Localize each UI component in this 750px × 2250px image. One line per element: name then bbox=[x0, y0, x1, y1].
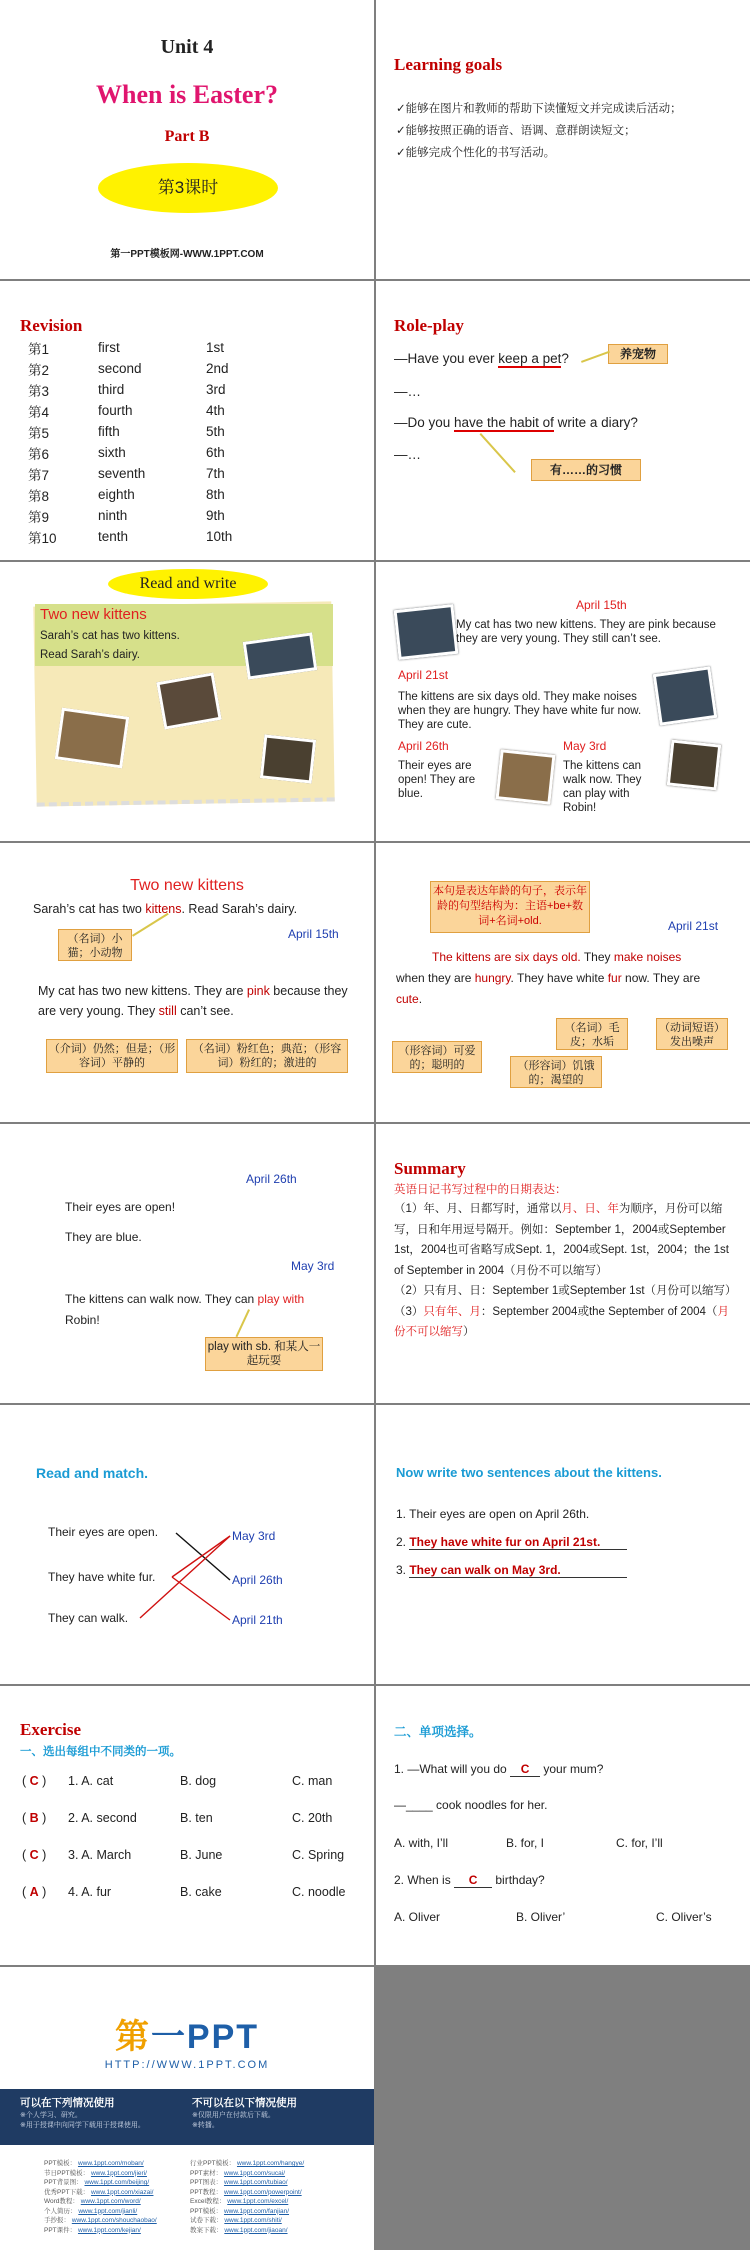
resource-link[interactable]: PPT教程： www.1ppt.com/powerpoint/ bbox=[190, 2188, 302, 2196]
option: C. for, I’ll bbox=[616, 1836, 663, 1850]
ordinal-row bbox=[28, 421, 286, 442]
resource-link[interactable]: 教案下载： www.1ppt.com/jiaoan/ bbox=[190, 2226, 288, 2234]
option-cell: C. 20th bbox=[292, 1810, 333, 1825]
tag-keep-pet: 养宠物 bbox=[608, 344, 668, 364]
ordinal-row bbox=[28, 463, 286, 484]
kittens-title: Two new kittens bbox=[40, 606, 147, 623]
match-lines bbox=[0, 1405, 374, 1684]
ordinal-cell: 10th bbox=[206, 529, 233, 544]
match-right: April 21th bbox=[232, 1613, 283, 1627]
ordinal-cell: 6th bbox=[206, 445, 225, 460]
roleplay-line-4: —… bbox=[394, 447, 421, 462]
exercise-row bbox=[22, 1799, 372, 1836]
links-left bbox=[44, 2159, 157, 2235]
exercise-table bbox=[22, 1762, 372, 1910]
sentence-3: 3. They can walk on May 3rd. bbox=[396, 1563, 627, 1578]
date-label: April 26th bbox=[398, 739, 449, 753]
intro-line: Sarah’s cat has two kittens. Read Sarah’s dairy. bbox=[33, 902, 298, 916]
ordinal-cell: 8th bbox=[206, 487, 225, 502]
slide-learning-goals bbox=[376, 0, 750, 279]
question-1-reply: —____ cook noodles for her. bbox=[394, 1798, 548, 1812]
resource-link[interactable]: 行业PPT模板： www.1ppt.com/hangye/ bbox=[190, 2160, 305, 2167]
option-cell: B. June bbox=[180, 1847, 223, 1862]
option-cell: B. ten bbox=[180, 1810, 213, 1825]
part-label: Part B bbox=[164, 128, 210, 145]
note-hungry: （形容词）饥饿的；渴望的 bbox=[510, 1056, 602, 1088]
can-use-list: ※个人学习、研究。 ※用于授课中向同学下载用于授课使用。 bbox=[20, 2112, 145, 2129]
resource-link[interactable]: 优秀PPT下载： www.1ppt.com/xiazai/ bbox=[44, 2188, 154, 2196]
summary-body: （1）年、月、日都写时，通常以月、日、年为顺序，月份可以缩写，日和年用逗号隔开。例如：September 1，2004或September 1st，2004也可省略写成Sept. 1，2004或Sept. 1st，2004；the 1st of September in 2004（月份不可以缩写） （2）只有月、日：September 1或September 1st（月份可以缩写） （3）只有年、月：September 2004或the September of 2004（月份不可以缩写） bbox=[394, 1203, 737, 1338]
ordinal-cell: fifth bbox=[98, 424, 120, 439]
note-fur: （名词）毛皮；水垢 bbox=[556, 1018, 628, 1050]
date-label: April 21st bbox=[398, 668, 449, 682]
ordinal-cell: 第3 bbox=[28, 383, 50, 399]
resource-link[interactable]: PPT课件： www.1ppt.com/kejian/ bbox=[44, 2226, 141, 2234]
ordinal-cell: seventh bbox=[98, 466, 146, 481]
ordinal-table bbox=[28, 337, 286, 547]
sentence-2: 2. They have white fur on April 21st. bbox=[396, 1535, 627, 1550]
ordinal-cell: eighth bbox=[98, 487, 135, 502]
ordinal-cell: 3rd bbox=[206, 382, 226, 397]
option-cell: C. noodle bbox=[292, 1884, 346, 1899]
slide-summary bbox=[376, 1124, 750, 1403]
ordinal-cell: second bbox=[98, 361, 142, 376]
diary-paragraph: The kittens are six days old. They make noises when they are hungry. They have white fur now. They are cute. bbox=[396, 950, 701, 1006]
slide-revision bbox=[0, 281, 374, 560]
resource-link[interactable]: Word教程： www.1ppt.com/word/ bbox=[44, 2198, 141, 2205]
diary-entry: The kittens can walk now. They can play with Robin! bbox=[563, 760, 642, 814]
choice-heading: 二、单项选择。 bbox=[394, 1725, 482, 1739]
kitten-photo bbox=[653, 666, 718, 726]
diary-entry: My cat has two new kittens. They are pink because they are very young. They still can’t see. bbox=[456, 619, 716, 645]
revision-heading: Revision bbox=[20, 316, 83, 335]
exercise-row bbox=[22, 1873, 372, 1910]
ordinal-cell: 2nd bbox=[206, 361, 229, 376]
note-still: （介词）仍然；但是；（形容词）平静的 bbox=[46, 1039, 178, 1073]
question-1: 1. —What will you do C your mum? bbox=[394, 1762, 604, 1776]
goals-heading: Learning goals bbox=[394, 55, 503, 74]
ordinal-cell: 第4 bbox=[28, 404, 50, 420]
note-age-structure: 本句是表达年龄的句子，表示年龄的句型结构为：主语+be+数词+名词+old. bbox=[430, 881, 590, 933]
ordinal-cell: first bbox=[98, 340, 120, 355]
kitten-photo bbox=[496, 749, 556, 804]
ordinal-row bbox=[28, 484, 286, 505]
cannot-use-list: ※仅限用户在付款后下载。 ※转播。 bbox=[192, 2112, 275, 2129]
ordinal-row bbox=[28, 337, 286, 358]
option: A. with, I’ll bbox=[394, 1836, 449, 1850]
sentence-1: 1. Their eyes are open on April 26th. bbox=[396, 1507, 590, 1521]
match-left: Their eyes are open. bbox=[48, 1525, 159, 1539]
note-cute: （形容词）可爱的；聪明的 bbox=[392, 1041, 482, 1073]
lesson-badge: 第3课时 bbox=[98, 163, 278, 213]
answer-cell: ( A ) bbox=[22, 1884, 47, 1899]
roleplay-line-1: —Have you ever keep a pet? bbox=[394, 351, 569, 366]
summary-subtitle: 英语日记书写过程中的日期表达： bbox=[394, 1184, 567, 1196]
option-cell: B. dog bbox=[180, 1773, 217, 1788]
ordinal-row bbox=[28, 526, 286, 547]
date-label: April 15th bbox=[576, 598, 627, 612]
kitten-photo bbox=[55, 708, 130, 769]
kittens-title: Two new kittens bbox=[130, 877, 244, 894]
roleplay-line-3: —Do you have the habit of write a diary? bbox=[394, 415, 638, 430]
option: B. for, I bbox=[506, 1836, 545, 1850]
option: A. Oliver bbox=[394, 1910, 441, 1924]
kitten-photo bbox=[394, 604, 459, 660]
match-heading: Read and match. bbox=[36, 1465, 149, 1481]
resource-link[interactable]: 手抄报： www.1ppt.com/shouchaobao/ bbox=[44, 2217, 157, 2224]
tag-habit: 有……的习惯 bbox=[531, 459, 641, 481]
read-write-banner: Read and write bbox=[108, 569, 268, 599]
write-heading: Now write two sentences about the kittens. bbox=[396, 1465, 662, 1480]
unit-label: Unit 4 bbox=[160, 36, 214, 58]
note-pink: （名词）粉红色；典范；（形容词）粉红的；激进的 bbox=[186, 1039, 348, 1073]
goal-item: ✓能够完成个性化的书写活动。 bbox=[396, 147, 556, 159]
date-label: May 3rd bbox=[291, 1259, 335, 1273]
ordinal-row bbox=[28, 442, 286, 463]
ordinal-cell: fourth bbox=[98, 403, 133, 418]
ordinal-row bbox=[28, 400, 286, 421]
resource-link[interactable]: PPT模板： www.1ppt.com/moban/ bbox=[44, 2160, 144, 2167]
kitten-photo bbox=[156, 672, 221, 729]
ordinal-cell: 第10 bbox=[28, 530, 57, 546]
option-cell: 3. A. March bbox=[68, 1847, 132, 1862]
resource-link[interactable]: 个人简历： www.1ppt.com/jianli/ bbox=[44, 2207, 138, 2215]
ordinal-cell: 5th bbox=[206, 424, 225, 439]
match-right: May 3rd bbox=[232, 1529, 276, 1543]
ordinal-cell: 7th bbox=[206, 466, 225, 481]
diary-entry: Their eyes are open! They are blue. bbox=[398, 760, 476, 800]
cannot-use-title: 不可以在以下情况使用 bbox=[192, 2097, 297, 2109]
option-cell: C. man bbox=[292, 1773, 333, 1788]
ordinal-cell: third bbox=[98, 382, 125, 397]
option-cell: 2. A. second bbox=[68, 1810, 137, 1825]
date-label: April 15th bbox=[288, 927, 339, 941]
match-right: April 26th bbox=[232, 1573, 283, 1587]
resource-link[interactable]: PPT模板： www.1ppt.com/fanjian/ bbox=[190, 2207, 290, 2215]
links-right bbox=[190, 2159, 304, 2235]
resource-link[interactable]: 试卷下载： www.1ppt.com/shiti/ bbox=[190, 2217, 282, 2224]
ppt-logo: 第一PPT bbox=[114, 2018, 260, 2056]
ordinal-cell: 4th bbox=[206, 403, 225, 418]
kitten-photo bbox=[260, 734, 316, 783]
resource-link[interactable]: PPT图表： www.1ppt.com/tubiao/ bbox=[190, 2179, 288, 2186]
ordinal-cell: tenth bbox=[98, 529, 129, 544]
ordinal-cell: 1st bbox=[206, 340, 225, 355]
date-label: April 21st bbox=[668, 919, 719, 933]
date-label: April 26th bbox=[246, 1172, 297, 1186]
slide-write-sentences bbox=[376, 1405, 750, 1684]
ordinal-cell: 第7 bbox=[28, 467, 50, 483]
kitten-photo bbox=[667, 740, 722, 791]
roleplay-heading: Role-play bbox=[394, 316, 464, 335]
site-label: 第一PPT模板网-WWW.1PPT.COM bbox=[110, 249, 264, 260]
resource-link[interactable]: Excel教程： www.1ppt.com/excel/ bbox=[190, 2198, 289, 2205]
resource-link[interactable]: PPT素材： www.1ppt.com/sucai/ bbox=[190, 2169, 286, 2177]
site-url[interactable]: HTTP://WWW.1PPT.COM bbox=[104, 2059, 270, 2071]
ordinal-cell: 第6 bbox=[28, 446, 50, 462]
option: C. Oliver’s bbox=[656, 1910, 712, 1924]
ordinal-cell: 9th bbox=[206, 508, 225, 523]
exercise-subtitle: 一、选出每组中不同类的一项。 bbox=[20, 1746, 181, 1758]
ordinal-cell: 第5 bbox=[28, 425, 50, 441]
slide-vocab-2 bbox=[376, 843, 750, 1122]
option-cell: 4. A. fur bbox=[68, 1884, 112, 1899]
note-kittens: （名词）小猫；小动物 bbox=[58, 929, 132, 961]
exercise-row bbox=[22, 1836, 372, 1873]
answer-cell: ( B ) bbox=[22, 1810, 47, 1825]
diary-paragraph: My cat has two new kittens. They are pink because they are very young. They still can’t see. bbox=[38, 984, 348, 1018]
intro-line: Sarah’s cat has two kittens. bbox=[40, 630, 180, 642]
goal-item: ✓能够按照正确的语音、语调、意群朗读短文； bbox=[396, 125, 636, 137]
slide-read-write bbox=[0, 562, 374, 841]
slide-title bbox=[0, 0, 374, 279]
option-cell: B. cake bbox=[180, 1884, 222, 1899]
slide-diary-2 bbox=[0, 1124, 374, 1403]
note-make-noises: （动词短语）发出噪声 bbox=[656, 1018, 728, 1050]
answer-cell: ( C ) bbox=[22, 1773, 47, 1788]
ordinal-cell: ninth bbox=[98, 508, 128, 523]
resource-link[interactable]: 节日PPT模板： www.1ppt.com/jieri/ bbox=[44, 2169, 147, 2177]
ordinal-cell: 第1 bbox=[28, 341, 50, 357]
ordinal-cell: sixth bbox=[98, 445, 126, 460]
match-left: They can walk. bbox=[48, 1611, 129, 1625]
resource-link[interactable]: PPT背景图： www.1ppt.com/beijing/ bbox=[44, 2179, 150, 2186]
question-2: 2. When is C birthday? bbox=[394, 1873, 545, 1887]
diary-entry: The kittens are six days old. They make noises when they are hungry. They have white fur now. They are cute. bbox=[398, 691, 642, 731]
slide-promo bbox=[0, 1967, 374, 2250]
diary-line: They are blue. bbox=[65, 1230, 142, 1244]
match-left: They have white fur. bbox=[48, 1570, 156, 1584]
exercise-heading: Exercise bbox=[20, 1720, 82, 1739]
ordinal-cell: 第9 bbox=[28, 509, 50, 525]
diary-line: Their eyes are open! bbox=[65, 1200, 176, 1214]
can-use-title: 可以在下列情况使用 bbox=[20, 2097, 115, 2109]
slide-exercise-2 bbox=[376, 1686, 750, 1965]
exercise-row bbox=[22, 1762, 372, 1799]
date-label: May 3rd bbox=[563, 739, 607, 753]
ordinal-row bbox=[28, 379, 286, 400]
diary-line: The kittens can walk now. They can play with Robin! bbox=[65, 1292, 305, 1327]
option-cell: 1. A. cat bbox=[68, 1773, 114, 1788]
ordinal-row bbox=[28, 358, 286, 379]
slide-exercise-1 bbox=[0, 1686, 374, 1965]
roleplay-line-2: —… bbox=[394, 384, 421, 399]
page-title: When is Easter? bbox=[96, 80, 278, 109]
slide-read-match bbox=[0, 1405, 374, 1684]
summary-heading: Summary bbox=[394, 1159, 466, 1178]
goal-item: ✓能够在图片和教师的帮助下读懂短文并完成读后活动； bbox=[396, 103, 682, 115]
slide-diary bbox=[376, 562, 750, 841]
slide-role-play bbox=[376, 281, 750, 560]
option: B. Oliver’ bbox=[516, 1910, 566, 1924]
slide-vocab-1 bbox=[0, 843, 374, 1122]
option-cell: C. Spring bbox=[292, 1847, 345, 1862]
answer-cell: ( C ) bbox=[22, 1847, 47, 1862]
note-play-with: play with sb. 和某人一起玩耍 bbox=[205, 1337, 323, 1371]
ordinal-row bbox=[28, 505, 286, 526]
intro-line: Read Sarah’s dairy. bbox=[40, 649, 140, 661]
ordinal-cell: 第2 bbox=[28, 362, 50, 378]
ordinal-cell: 第8 bbox=[28, 488, 50, 504]
